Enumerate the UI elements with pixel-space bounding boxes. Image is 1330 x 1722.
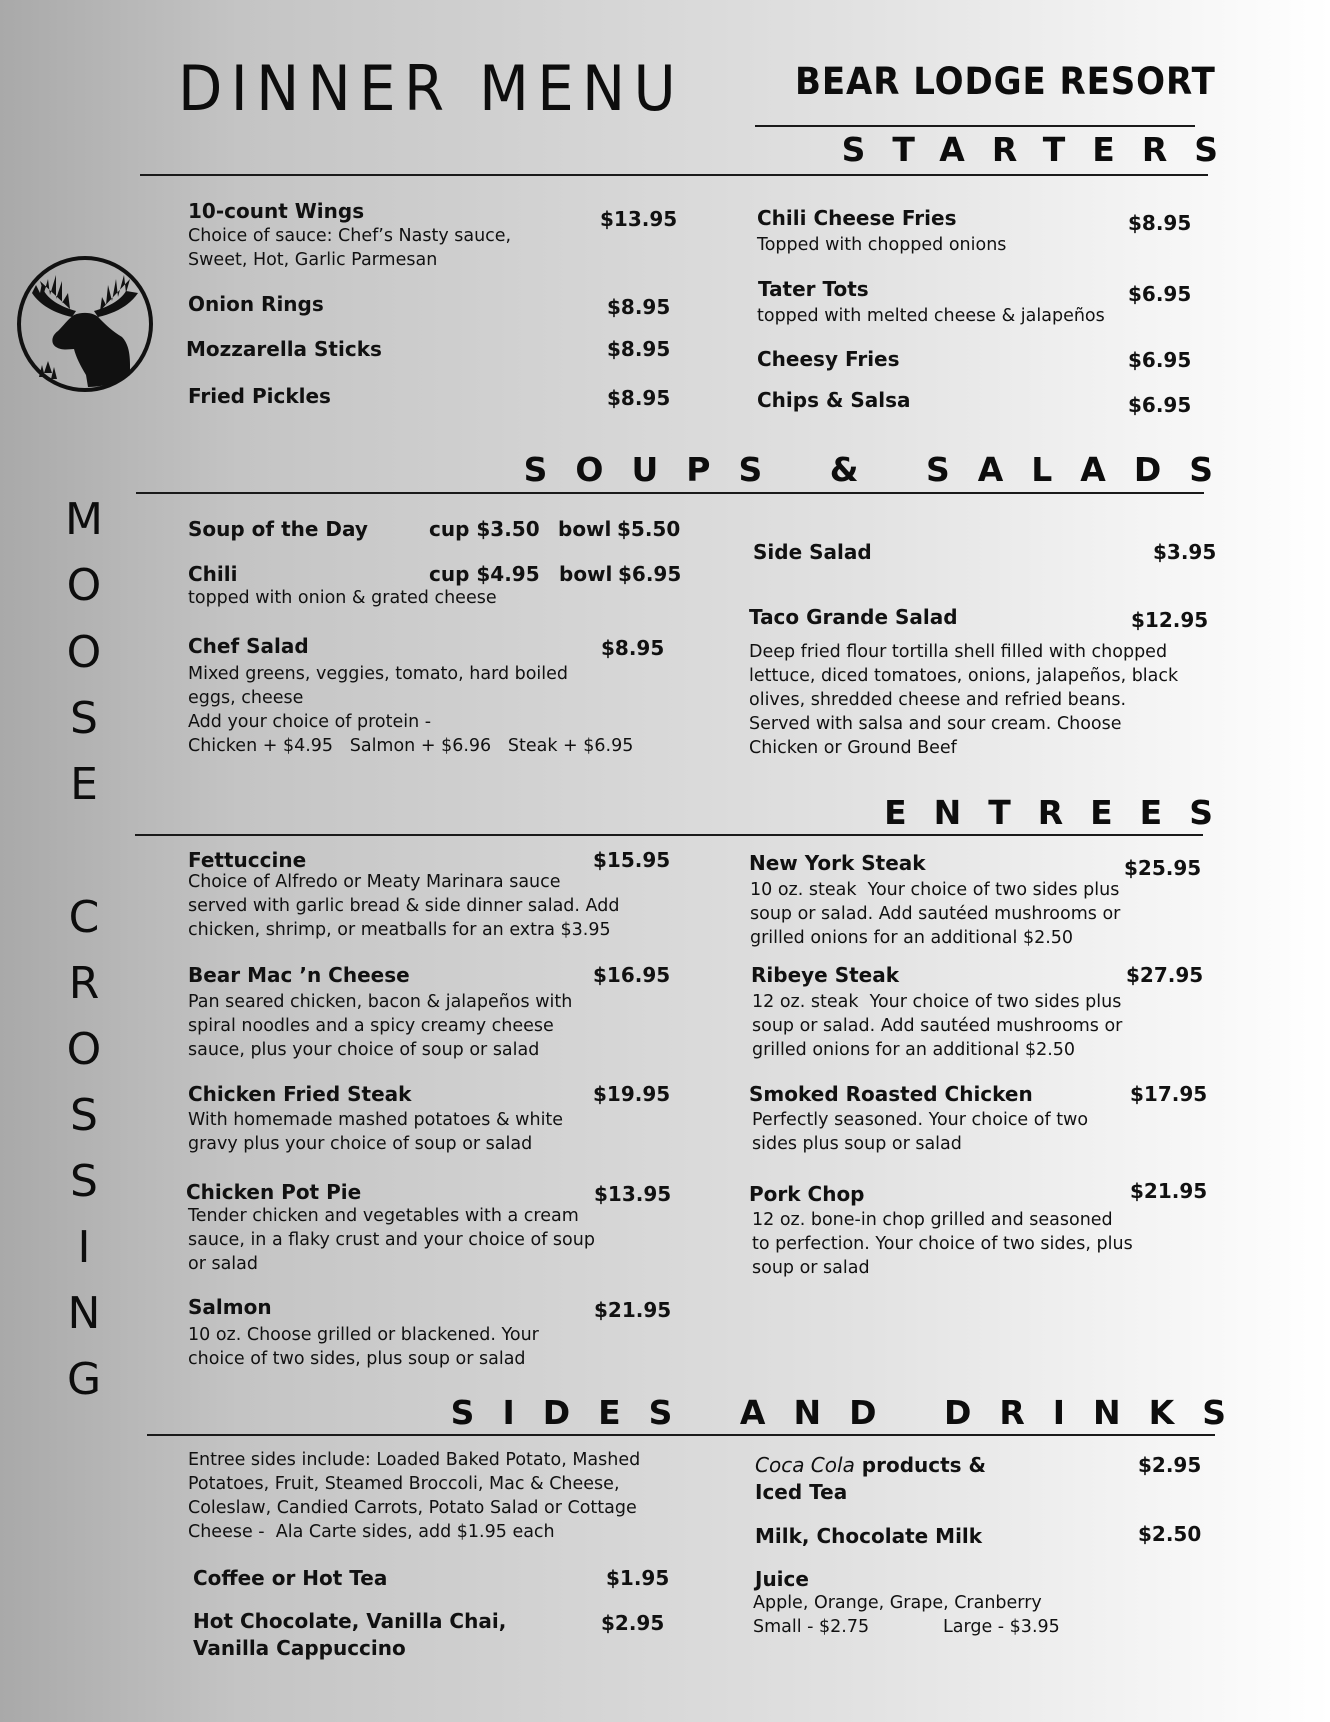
menu-item-name: Fettuccine [188,848,307,872]
menu-item-desc: Choice of Alfredo or Meaty Marinara sauce served with garlic bread & side dinner salad. Add chicken, shrimp, or meatballs for an extra $3.95 [188,872,620,940]
menu-item-price: $15.95 [593,848,671,872]
bowl-price: $6.95 [618,562,682,586]
menu-item-name: 10-count Wings [188,199,365,223]
moose-head-logo-icon [14,253,156,395]
section-title-entrees: ENTREES [884,793,1240,832]
bowl-price: $5.50 [617,517,681,541]
menu-item-price: $2.95 [1138,1453,1202,1477]
menu-item-price: $21.95 [1130,1179,1208,1203]
cup-price: cup $4.95 [429,562,540,586]
menu-item-name: Pork Chop [749,1182,865,1206]
menu-item-desc: Topped with chopped onions [757,235,1007,255]
menu-item-desc: Mixed greens, veggies, tomato, hard boiled eggs, cheese Add your choice of protein - Chicken + $4.95 Salmon + $6.96 Steak + $6.95 [188,664,634,756]
section-title-sides-drinks: SIDES AND DRINKS [450,1393,1254,1432]
vertical-letter: S [70,1090,98,1141]
starters-divider [140,174,1208,176]
menu-item-price: $8.95 [1128,211,1192,235]
menu-item-name: Hot Chocolate, Vanilla Chai, [193,1609,507,1633]
menu-item-name: Coca Cola products & [755,1453,986,1477]
menu-item-price: $8.95 [607,386,671,410]
menu-item-price: $25.95 [1124,856,1202,880]
menu-item-desc: Tender chicken and vegetables with a cream sauce, in a flaky crust and your choice of soup or salad [188,1206,595,1274]
menu-item-name: Chips & Salsa [757,388,911,412]
vertical-letter: O [66,560,102,611]
vertical-letter: R [68,958,100,1009]
menu-item-price: $8.95 [601,636,665,660]
menu-item-desc: Deep fried flour tortilla shell filled with chopped lettuce, diced tomatoes, onions, jalapeños, black olives, shredded cheese and refried beans. Served with salsa and sour cream. Choose Chicken or Ground Beef [749,642,1179,758]
cup-price: cup $3.50 [429,517,540,541]
vertical-letter: E [70,759,98,810]
menu-item-desc: 10 oz. steak Your choice of two sides plus soup or salad. Add sautéed mushrooms or grilled onions for an additional $2.50 [750,880,1121,948]
header-divider [755,125,1195,127]
vertical-letter: S [70,1156,98,1207]
menu-item-price: $16.95 [593,963,671,987]
menu-item-price: $1.95 [606,1566,670,1590]
menu-item-name: Salmon [188,1295,272,1319]
menu-item-name-line2: Vanilla Cappuccino [193,1636,406,1660]
menu-item-price: $8.95 [607,337,671,361]
menu-item-name: Juice [755,1567,809,1591]
menu-item-name: New York Steak [749,851,926,875]
menu-item-name: Cheesy Fries [757,347,900,371]
menu-item-name: Smoked Roasted Chicken [749,1082,1033,1106]
menu-item-desc: Pan seared chicken, bacon & jalapeños with spiral noodles and a spicy creamy cheese sauce, plus your choice of soup or salad [188,992,573,1060]
menu-item-name: Ribeye Steak [751,963,900,987]
menu-item-price: $3.95 [1153,540,1217,564]
menu-item-desc: topped with onion & grated cheese [188,588,497,608]
menu-item-name: Onion Rings [188,292,324,316]
menu-item-desc: Perfectly seasoned. Your choice of two sides plus soup or salad [752,1110,1089,1154]
menu-item-desc: 12 oz. steak Your choice of two sides plus soup or salad. Add sautéed mushrooms or grilled onions for an additional $2.50 [752,992,1123,1060]
menu-item-price: $6.95 [1128,393,1192,417]
menu-item-name: Chicken Pot Pie [186,1180,362,1204]
menu-item-price: $2.50 [1138,1522,1202,1546]
vertical-letter: O [66,1024,102,1075]
juice-small-price: Small - $2.75 [753,1617,870,1637]
menu-item-price: $2.95 [601,1611,665,1635]
sides-note: Entree sides include: Loaded Baked Potato, Mashed Potatoes, Fruit, Steamed Broccoli, Mac & Cheese, Coleslaw, Candied Carrots, Potato Salad or Cottage Cheese - Ala Carte sides, add $1.95 each [188,1450,641,1542]
menu-item-name: Tater Tots [758,277,869,301]
menu-item-name: Fried Pickles [188,384,331,408]
menu-item-price: $12.95 [1131,608,1209,632]
menu-title: DINNER MENU [178,52,685,125]
menu-item-desc: Apple, Orange, Grape, Cranberry [753,1593,1042,1613]
menu-item-price: $6.95 [1128,282,1192,306]
vertical-letter: C [68,892,100,943]
menu-item-name: Bear Mac ’n Cheese [188,963,410,987]
resort-name: BEAR LODGE RESORT [795,60,1216,103]
menu-item-name: Chicken Fried Steak [188,1082,412,1106]
bowl-label: bowl [558,517,612,541]
section-title-soups-salads: SOUPS & SALADS [523,450,1241,489]
menu-item-price: $17.95 [1130,1082,1208,1106]
menu-item-desc: 12 oz. bone-in chop grilled and seasoned to perfection. Your choice of two sides, plus soup or salad [752,1210,1133,1278]
menu-item-desc: 10 oz. Choose grilled or blackened. Your choice of two sides, plus soup or salad [188,1325,539,1369]
menu-item-name-line2: Iced Tea [755,1480,848,1504]
vertical-letter: I [77,1222,91,1273]
vertical-letter: G [66,1354,102,1405]
menu-item-name: Soup of the Day [188,517,368,541]
menu-item-price: $13.95 [600,207,678,231]
menu-item-name: Chili [188,562,238,586]
menu-item-price: $19.95 [593,1082,671,1106]
menu-item-desc: topped with melted cheese & jalapeños [757,306,1105,326]
section-title-starters: STARTERS [841,130,1245,169]
sides-drinks-divider [147,1434,1215,1436]
vertical-letter: S [70,693,98,744]
menu-item-name: Milk, Chocolate Milk [755,1524,983,1548]
menu-item-desc: With homemade mashed potatoes & white gravy plus your choice of soup or salad [188,1110,564,1154]
entrees-divider [135,834,1203,836]
menu-item-name: Taco Grande Salad [749,605,958,629]
juice-large-price: Large - $3.95 [943,1617,1060,1637]
menu-item-price: $21.95 [594,1298,672,1322]
menu-item-name: Chef Salad [188,634,309,658]
menu-item-name: Coffee or Hot Tea [193,1566,388,1590]
menu-item-name: Mozzarella Sticks [186,337,382,361]
vertical-letter: M [65,494,103,545]
soups-salads-divider [136,492,1204,494]
menu-item-name: Chili Cheese Fries [757,206,957,230]
vertical-letter: N [67,1288,101,1339]
menu-item-name: Side Salad [753,540,872,564]
menu-item-desc: Choice of sauce: Chef’s Nasty sauce, Sweet, Hot, Garlic Parmesan [188,226,512,270]
menu-item-price: $6.95 [1128,348,1192,372]
menu-item-price: $27.95 [1126,963,1204,987]
vertical-letter: O [66,627,102,678]
bowl-label: bowl [559,562,613,586]
menu-item-price: $13.95 [594,1182,672,1206]
menu-item-price: $8.95 [607,295,671,319]
